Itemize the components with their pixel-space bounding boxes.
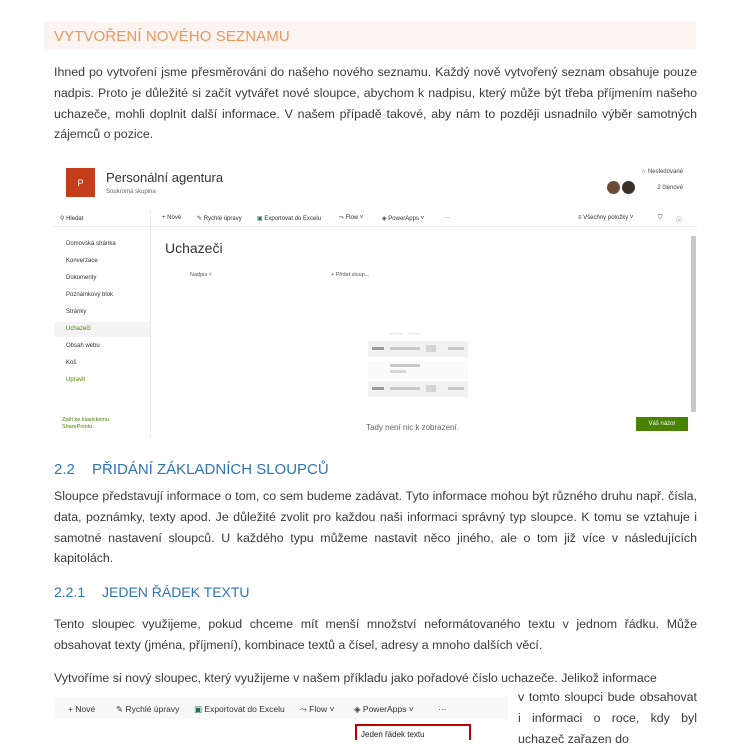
export-excel-label: Exportovat do Excelu [264, 216, 322, 222]
chevron-down-icon: ˅ [628, 215, 634, 221]
dropdown-item-single-line-text[interactable]: Jeden řádek textu [361, 730, 425, 739]
scrollbar[interactable] [691, 236, 696, 412]
export-excel-button[interactable] [194, 704, 285, 715]
view-selector[interactable] [578, 215, 633, 221]
wrapped-paragraph: v tomto sloupci bude obsahovat i informaci o roce, kdy byl uchazeč zařazen do [518, 690, 697, 746]
flow-label: Flow [309, 704, 328, 714]
view-selector-label: Všechny položky [583, 215, 629, 221]
search-label: Hledat [66, 216, 84, 222]
nav-item-notebook[interactable]: Poznámkový blok [66, 292, 114, 298]
empty-state-text: Tady není nic k zobrazení. [366, 423, 459, 432]
export-excel-label: Exportovat do Excelu [204, 704, 285, 714]
heading-number: 2.2.1 [54, 584, 86, 600]
powerapps-icon: ◈ [354, 704, 363, 714]
pencil-icon: ✎ [197, 216, 204, 222]
avatar [622, 181, 635, 194]
nav-item-pages[interactable]: Stránky [66, 309, 87, 315]
nav-item-conversations[interactable]: Konverzace [66, 258, 98, 264]
command-bar-screenshot [54, 694, 508, 740]
follow-button[interactable]: ☆ Nesledované [640, 169, 683, 175]
excel-icon: ▣ [257, 216, 265, 222]
export-excel-button[interactable] [257, 215, 321, 222]
list-title: Uchazeči [165, 240, 223, 256]
empty-list-illustration [368, 333, 468, 401]
flow-button[interactable] [339, 215, 363, 222]
flow-button[interactable] [300, 704, 334, 715]
powerapps-button[interactable] [382, 215, 424, 222]
quick-edit-label: Rychlé úpravy [125, 704, 180, 714]
info-icon[interactable]: ⓘ [676, 218, 683, 224]
search-icon: ⚲ [60, 216, 67, 222]
quick-edit-button[interactable] [197, 215, 242, 222]
nav-item-candidates[interactable]: Uchazeči [66, 326, 91, 332]
nav-item-edit[interactable]: Upravit [66, 377, 86, 383]
flow-label: Flow [345, 215, 359, 221]
chevron-down-icon: ˅ [406, 704, 414, 714]
nav-item-recycle-bin[interactable]: Koš [66, 360, 77, 366]
heading-2-2 [54, 461, 329, 478]
heading-text: JEDEN ŘÁDEK TEXTU [102, 584, 250, 600]
members-count[interactable]: 2 členové [657, 185, 683, 191]
new-button[interactable]: + Nové [162, 215, 182, 221]
new-button[interactable]: + Nové [68, 704, 96, 714]
powerapps-label: PowerApps [362, 704, 407, 714]
powerapps-label: PowerApps [388, 216, 419, 222]
chevron-down-icon: ˅ [207, 272, 212, 278]
nav-item-documents[interactable]: Dokumenty [66, 275, 97, 281]
lines-icon: ≡ [578, 215, 584, 221]
avatar [607, 181, 620, 194]
member-avatars[interactable] [605, 181, 635, 194]
more-button[interactable]: ··· [438, 704, 447, 714]
column-header-title[interactable] [190, 272, 212, 278]
chevron-down-icon: ˅ [358, 215, 364, 221]
quick-edit-button[interactable] [116, 704, 179, 715]
nav-item-home[interactable]: Domovská stránka [66, 241, 116, 247]
nav-item-site-contents[interactable]: Obsah webu [66, 343, 100, 349]
chevron-down-icon: ˅ [327, 704, 335, 714]
heading-number: 2.2 [54, 461, 75, 478]
pencil-icon: ✎ [116, 704, 126, 714]
flow-icon: ⤳ [300, 704, 310, 714]
section-title: VYTVOŘENÍ NOVÉHO SEZNAMU [54, 28, 290, 45]
chevron-down-icon: ˅ [418, 216, 425, 222]
powerapps-icon: ◈ [382, 216, 389, 222]
sharepoint-list-screenshot [54, 160, 697, 440]
quick-edit-label: Rychlé úpravy [203, 216, 242, 222]
flow-icon: ⤳ [339, 215, 346, 221]
single-line-text-paragraph: Tento sloupec využijeme, pokud chceme mít menší množství neformátovaného textu v jednom řádku. Může obsahovat texty (jména, příjmení), kombinace textů a čísel, adresy a mnoho dalších věcí. [54, 617, 697, 652]
feedback-button[interactable]: Váš názor [636, 417, 688, 431]
site-logo: P [66, 168, 95, 197]
search-box[interactable] [60, 215, 83, 222]
site-title[interactable]: Personální agentura [106, 170, 224, 185]
intro-paragraph: Ihned po vytvoření jsme přesměrováni do našeho nového seznamu. Každý nově vytvořený seznam obsahuje pouze nadpis. Proto je důležité si začít vytvářet nové sloupce, abychom k nadpisu, který může být třeba příjmením našeho uchazeče, mohli doplnit další informace. V našem případě takové, aby nám to později usnadnilo výběr samotných zájemců o pozice. [54, 65, 697, 142]
columns-paragraph: Sloupce představují informace o tom, co sem budeme zadávat. Tyto informace mohou být různého druhu např. čísla, data, poznámky, texty apod. Je důležité zvolit pro každou naši informaci správný typ sloupce. K tomu se vztahuje i samotné nastavení sloupců. U každého typu můžeme nastavit něco jiného, ale o tom již více v následujících kapitolách. [54, 489, 697, 566]
add-column-button[interactable]: + Přidat sloup... [331, 272, 370, 278]
back-to-classic-link[interactable]: Zpět ke klasickému SharePointu [62, 417, 110, 430]
heading-text: PŘIDÁNÍ ZÁKLADNÍCH SLOUPCŮ [92, 461, 329, 478]
column-header-label: Nadpis [190, 272, 208, 278]
column-type-dropdown[interactable] [355, 724, 471, 740]
powerapps-button[interactable] [354, 704, 414, 715]
new-column-paragraph: Vytvoříme si nový sloupec, který využijeme v našem příkladu jako pořadové číslo uchazeče. Jelikož informace [54, 671, 657, 685]
excel-icon: ▣ [194, 704, 205, 714]
heading-2-2-1 [54, 584, 250, 600]
site-subtitle: Soukromá skupina [106, 189, 156, 195]
more-button[interactable]: ··· [444, 215, 450, 221]
filter-icon[interactable]: ⛉ [658, 215, 663, 221]
nav-divider [150, 210, 151, 438]
